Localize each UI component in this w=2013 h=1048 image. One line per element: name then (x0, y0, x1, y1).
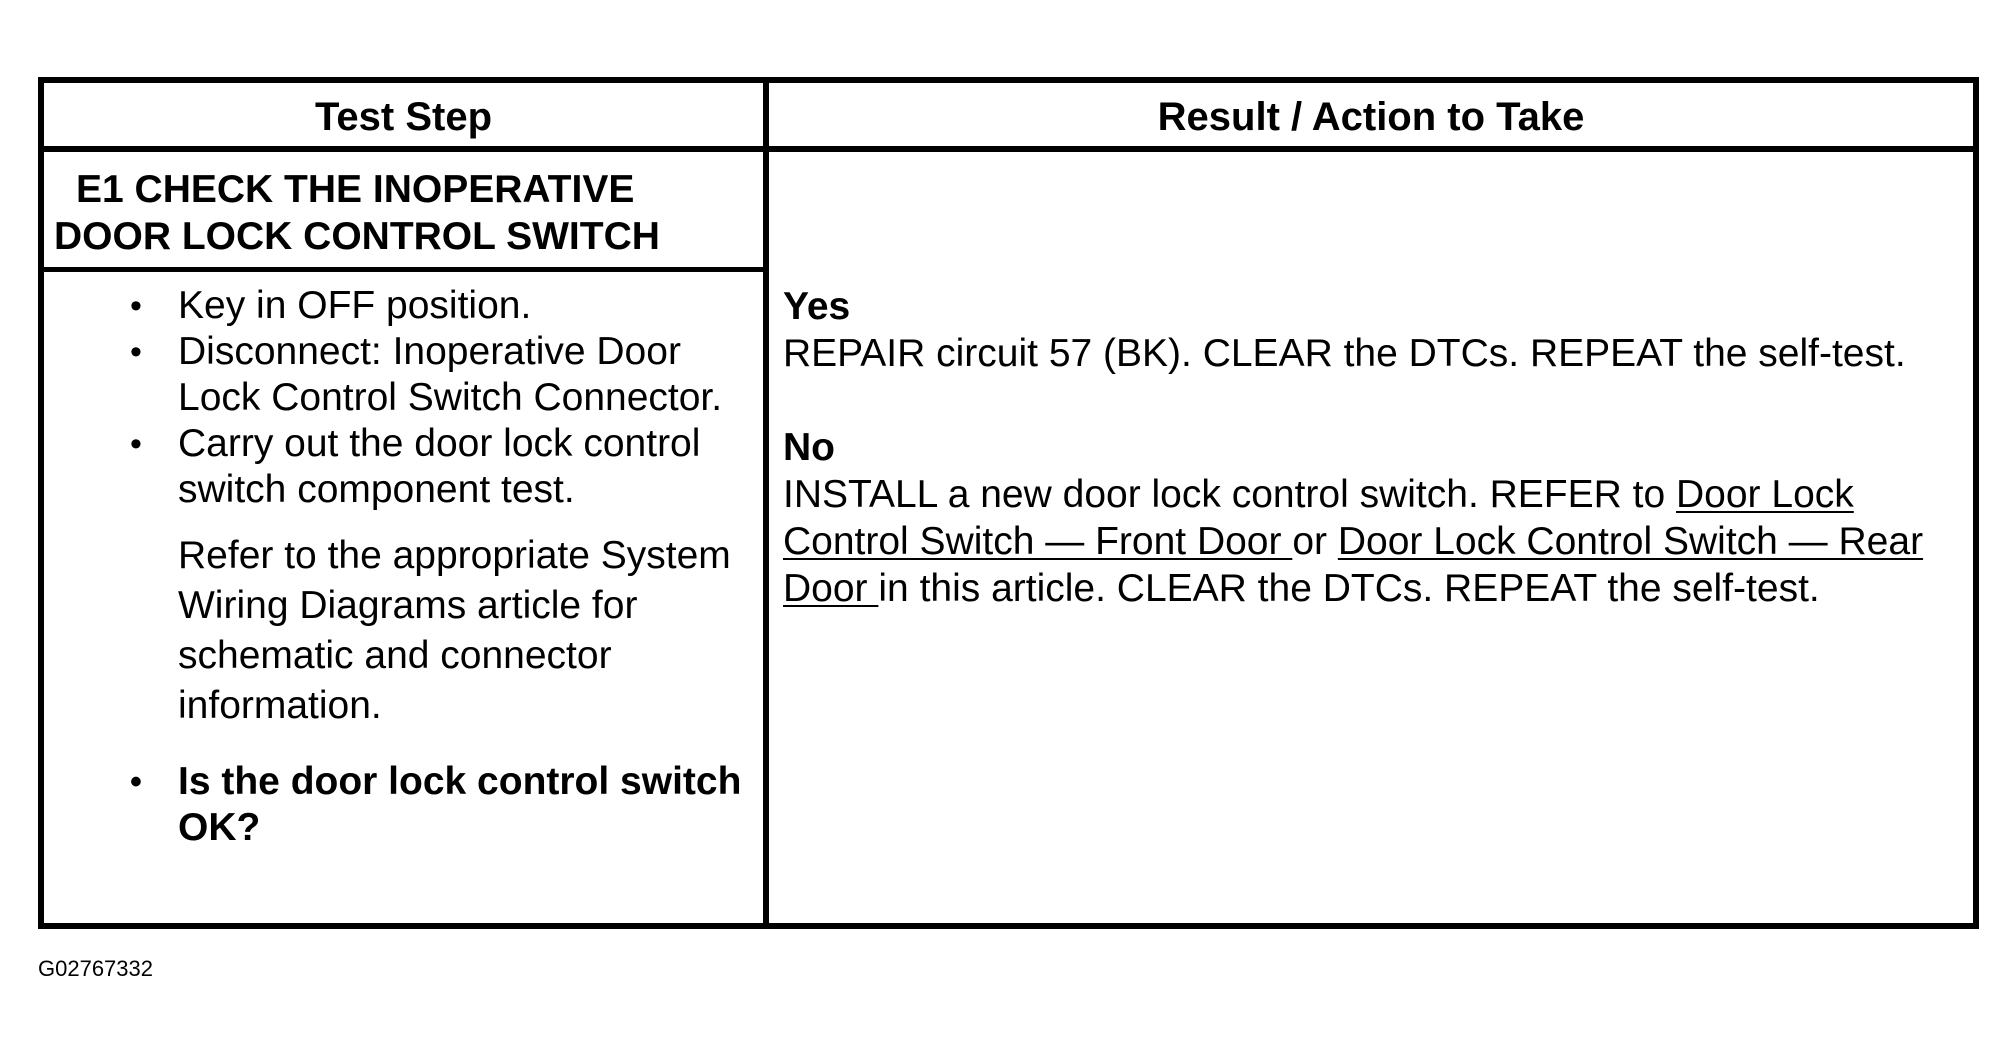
procedure-list (44, 283, 759, 851)
list-item (44, 421, 759, 513)
test-question: Is the door lock control switch OK? (178, 760, 742, 849)
result-no-label: No (783, 426, 835, 469)
result-no-block (783, 424, 1963, 612)
wiring-diagram-note: Refer to the appropriate System Wiring Diagrams article for schematic and connector information. (178, 534, 731, 727)
list-item-question (44, 759, 759, 851)
result-no-text-before: INSTALL a new door lock control switch. REFER to (783, 473, 1677, 516)
procedure-step-text: Disconnect: Inoperative Door Lock Control Switch Connector. (178, 330, 723, 419)
header-test-step: Test Step (314, 95, 493, 139)
step-title-line-2: DOOR LOCK CONTROL SWITCH (54, 215, 660, 258)
header-divider (38, 146, 1979, 152)
header-result-action: Result / Action to Take (1157, 95, 1585, 139)
result-yes-text: REPAIR circuit 57 (BK). CLEAR the DTCs. REPEAT the self-test. (783, 332, 1906, 375)
result-yes-label: Yes (783, 285, 851, 328)
bullet-icon: • (130, 287, 142, 325)
figure-id: G02767332 (38, 956, 153, 981)
procedure-step-text: Key in OFF position. (178, 284, 532, 327)
bullet-icon: • (130, 333, 142, 371)
result-no-text (783, 471, 1963, 612)
step-title-line-1: E1 CHECK THE INOPERATIVE (76, 168, 635, 211)
step-title (54, 166, 754, 260)
procedure-step-text: Carry out the door lock control switch component test. (178, 422, 701, 511)
result-yes-block (783, 283, 1963, 377)
rear-door-switch-link[interactable]: Door Lock Control Switch — Rear Door (783, 520, 1924, 610)
bullet-icon: • (130, 763, 142, 801)
result-no-text-middle: or (1292, 520, 1338, 563)
front-door-switch-link[interactable]: Door Lock Control Switch — Front Door (783, 473, 1854, 563)
result-column (783, 283, 1963, 612)
step-title-divider (38, 267, 766, 272)
column-divider (763, 77, 769, 929)
bullet-icon: • (130, 425, 142, 463)
list-item (44, 283, 759, 329)
result-no-text-after: in this article. CLEAR the DTCs. REPEAT the self-test. (878, 567, 1820, 610)
list-item (44, 329, 759, 421)
